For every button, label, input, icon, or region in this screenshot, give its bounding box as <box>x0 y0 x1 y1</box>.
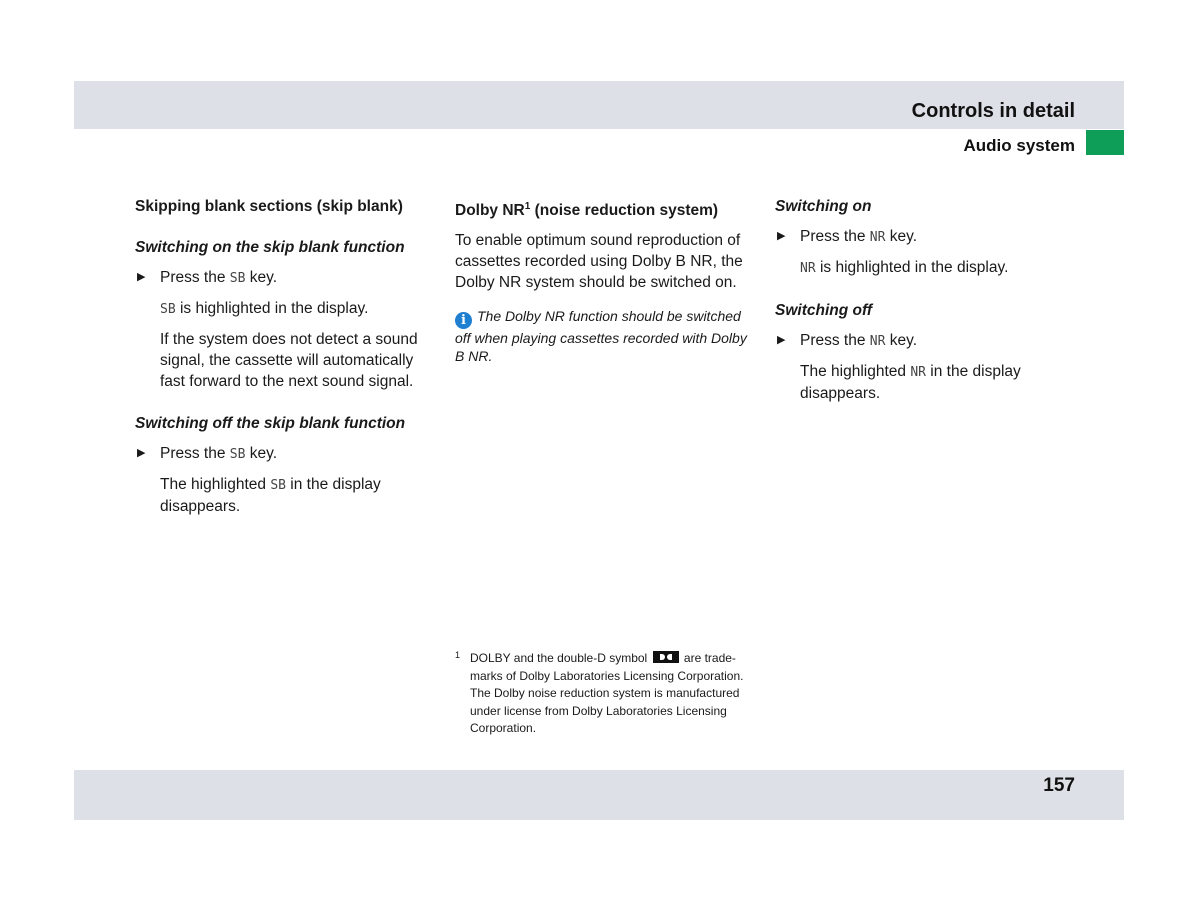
footnote-license: The Dolby noise reduction system is manufactured under license from Dolby Laboratories Licensing Corporation. <box>470 686 740 736</box>
skip-blank-on-extra: If the system does not detect a sound signal, the cassette will automatically fast forward to the next sound signal. <box>160 331 418 390</box>
nr-off-result: The highlighted NR in the display disappears. <box>800 363 1021 402</box>
column-skip-blank <box>135 196 435 526</box>
bullet-arrow-icon: ▶ <box>777 230 786 242</box>
nr-key-label: NR <box>869 230 886 245</box>
section-title: Controls in detail <box>911 100 1075 122</box>
page-number: 157 <box>1043 775 1075 796</box>
skip-blank-off-result: The highlighted SB in the display disappears. <box>160 476 381 515</box>
footnote <box>455 650 755 738</box>
skip-blank-on-step: ▶ Press the SB key. <box>137 269 278 286</box>
dolby-nr-heading: Dolby $NR^1$ (noise reduction system) <box>455 201 719 220</box>
skip-blank-on-result: SB is highlighted in the display. <box>160 300 369 317</box>
info-icon: i <box>455 312 472 329</box>
footnote-trademark: DOLBY and the double-D symbol are trade-marks of Dolby Laboratories Licensing Corporation. <box>470 651 744 683</box>
sb-key-label: SB <box>229 271 246 286</box>
section-subtitle: Audio system <box>963 136 1075 155</box>
section-tab-marker <box>1086 130 1124 155</box>
nr-off-title: Switching off <box>775 302 873 319</box>
bullet-arrow-icon: ▶ <box>777 334 786 346</box>
nr-on-title: Switching on <box>775 198 872 215</box>
nr-key-label: NR <box>869 334 886 349</box>
dolby-double-d-icon <box>653 651 679 663</box>
skip-blank-off-step: ▶ Press the SB key. <box>137 445 278 462</box>
footer-band <box>74 770 1124 820</box>
nr-on-step: ▶ Press the NR key. <box>777 228 918 245</box>
skip-blank-on-title: Switching on the skip blank function <box>135 239 405 256</box>
footnote-mark: 1 <box>455 650 461 660</box>
nr-on-result: NR is highlighted in the display. <box>800 259 1009 276</box>
column-dolby-nr <box>455 196 755 365</box>
sb-key-label: SB <box>229 447 246 462</box>
bullet-arrow-icon: ▶ <box>137 271 146 283</box>
column-switching <box>775 196 1075 413</box>
dolby-nr-body: To enable optimum sound reproduction of cassettes recorded using Dolby B NR, the Dolby NR system should be switched on. <box>455 232 743 292</box>
skip-blank-heading: Skipping blank sections (skip blank) <box>135 198 403 215</box>
bullet-arrow-icon: ▶ <box>137 447 146 459</box>
skip-blank-off-title: Switching off the skip blank function <box>135 415 406 432</box>
dolby-nr-note: i The Dolby NR function should be switched off when playing cassettes recorded with Dolby B NR. <box>455 308 747 365</box>
nr-off-step: ▶ Press the NR key. <box>777 332 918 349</box>
